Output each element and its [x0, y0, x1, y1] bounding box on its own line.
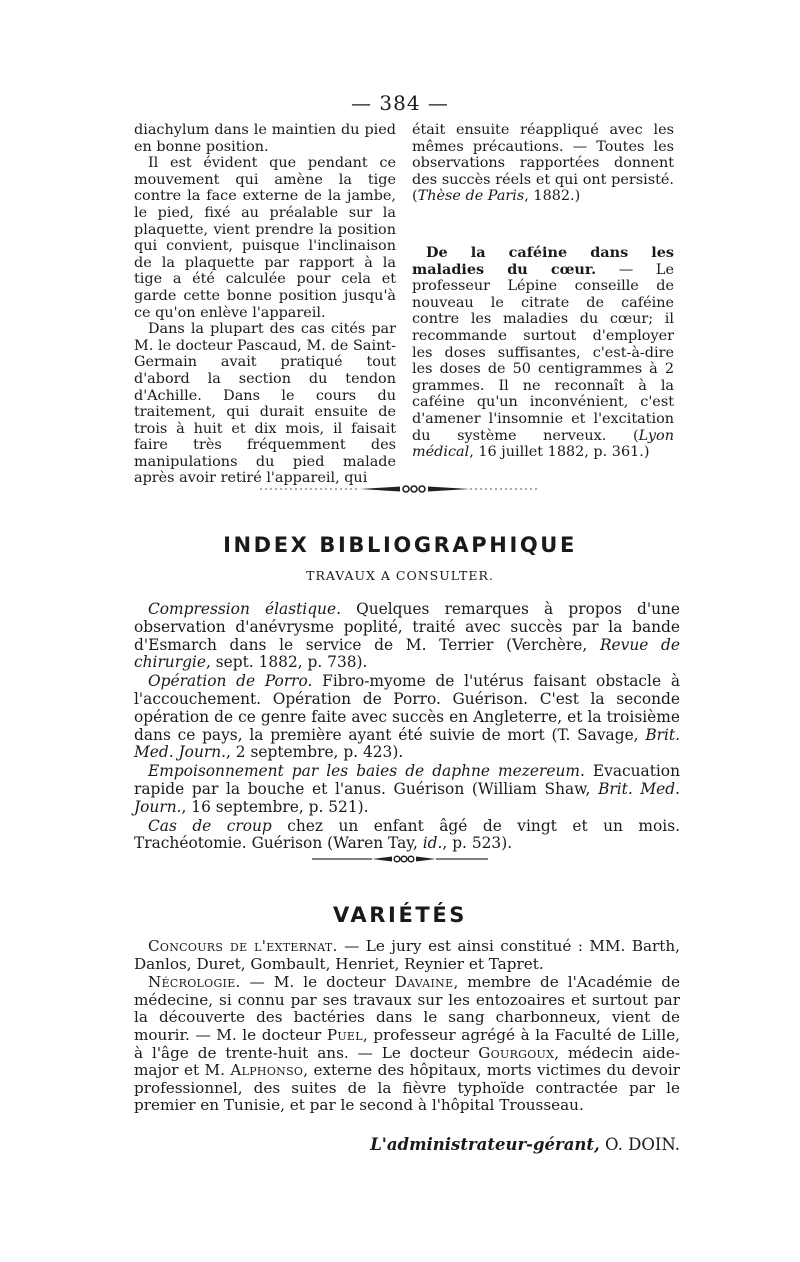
varietes-title: VARIÉTÉS	[332, 903, 467, 927]
necrologie-text-c: , professeur agrégé à la Faculté de Lille, à l'âge de trente-huit ans. — Le docteur	[134, 1025, 681, 1062]
cafeine-article-citation: Lyon médical	[412, 427, 674, 461]
index-title: INDEX BIBLIOGRAPHIQUE	[223, 533, 577, 557]
necrologie-text-d: , médecin aide-major et M.	[134, 1043, 680, 1080]
bib-entry-end: , sept. 1882, p. 738).	[205, 653, 368, 672]
bib-entry	[134, 818, 680, 854]
necrologie-text-a: — M. le docteur	[240, 973, 395, 992]
bib-entry-text: chez un enfant âgé de vingt et un mois. Trachéotomie. Guérison (Waren Tay,	[134, 816, 680, 853]
bib-entry-title: Empoisonnement par les baies de daphne mezereum.	[148, 762, 585, 781]
left-paragraph-2: Il est évident que pendant ce mouvement qui amène la tige contre la face externe de la jambe, le pied, fixé au préalable sur la plaquette, vient prendre la position qui convient, puisque l'inclinaison de la plaquette par rapport à la tige a été calculée pour cela et garde cette bonne position jusqu'à ce qu'on enlève l'appareil.	[134, 155, 396, 321]
signature-name: O. DOIN.	[599, 1135, 680, 1154]
right-paragraph-1-text: était ensuite réappliqué avec les mêmes précautions. — Toutes les observations rapportées donnent des succès réels et qui ont persisté. (	[412, 122, 674, 205]
bib-entry-journal: Brit. Med. Journ.	[134, 779, 680, 816]
varietes-necrologie	[134, 974, 680, 1115]
necrologie-name-gourgoux: Gourgoux	[478, 1043, 555, 1062]
necrologie-name-davaine: Davaine	[394, 973, 454, 992]
concours-text: — Le jury est ainsi constitué : MM. Barth, Danlos, Duret, Gombault, Henriet, Reynier et Tapret.	[134, 937, 681, 973]
ornament-divider-middle	[308, 852, 492, 866]
varietes-concours	[134, 938, 680, 973]
necrologie-text-e: , externe des hôpitaux, morts victimes du devoir professionnel, des suites de la fièvre typhoïde contractée par le premier en Tunisie, et par le second à l'hôpital Trousseau.	[134, 1061, 680, 1115]
bib-entry-end: , p. 523).	[442, 834, 513, 853]
signature-role: L'administrateur-gérant,	[370, 1135, 600, 1154]
concours-label: Concours de l'externat.	[148, 937, 338, 955]
cafeine-article-title: De la caféine dans les maladies du cœur.	[412, 243, 674, 278]
bib-entry-text: Evacuation rapide par la bouche et l'anus. Guérison (William Shaw,	[134, 762, 680, 798]
cafeine-article-end: , 16 juillet 1882, p. 361.)	[469, 444, 650, 461]
varietes-section	[134, 938, 680, 1116]
right-paragraph-1-end: , 1882.)	[524, 188, 581, 205]
bib-entry-journal: Brit. Med. Journ.	[134, 725, 680, 762]
two-column-section	[134, 122, 680, 487]
bib-entry-end: , 16 septembre, p. 521).	[181, 797, 369, 816]
cafeine-article-text: — Le professeur Lépine conseille de nouveau le citrate de caféine contre les maladies du cœur; il recommande surtout d'employer les doses suffisantes, c'est-à-dire les doses de 50 centigrammes à 2 grammes. Il ne reconnaît à la caféine qu'un inconvénient, c'est d'amener l'insomnie et l'excitation du système nerveux. (	[412, 261, 674, 444]
necrologie-text-b: , membre de l'Académie de médecine, si connu par ses travaux sur les entozoaires et surtout par la découverte des bactéries dans le sang charbonneux, vient de mourir. — M. le docteur	[134, 973, 680, 1044]
signature	[134, 1134, 680, 1156]
bib-entry-journal: id.	[422, 834, 443, 853]
cafeine-article	[412, 245, 674, 461]
bib-entry-title: Cas de croup	[148, 816, 272, 835]
bib-entry-title: Compression élastique.	[148, 600, 341, 618]
right-column	[412, 122, 674, 461]
necrologie-name-alphonso: Alphonso	[230, 1061, 304, 1080]
ornament-divider-top	[250, 482, 550, 496]
index-subtitle: TRAVAUX A CONSULTER.	[306, 568, 494, 583]
bib-entry-text: Quelques remarques à propos d'une observation d'anévrysme poplité, traité avec succès par la bande d'Esmarch dans le service de M. Terrier (Verchère,	[134, 600, 681, 654]
left-column	[134, 122, 396, 487]
bib-entry-title: Opération de Porro.	[148, 672, 313, 691]
bib-entry	[134, 763, 680, 816]
right-paragraph-1	[412, 122, 674, 205]
right-paragraph-1-citation: Thèse de Paris	[417, 188, 525, 205]
bib-entry-end: , 2 septembre, p. 423).	[226, 743, 404, 762]
bib-entry	[134, 601, 680, 672]
bib-entry-text: Fibro-myome de l'utérus faisant obstacle à l'accouchement. Opération de Porro. Guérison. C'est la seconde opération de ce genre faite avec succès en Angleterre, et la troisième dans ce pays, la première ayant été suivie de mort (T. Savage,	[134, 672, 680, 744]
left-paragraph-1: diachylum dans le maintien du pied en bonne position.	[134, 122, 396, 155]
necrologie-name-puel: Puel	[326, 1025, 363, 1044]
left-paragraph-3: Dans la plupart des cas cités par M. le docteur Pascaud, M. de Saint-Germain avait pratiqué tout d'abord la section du tendon d'Achille. Dans le cours du traitement, qui durait ensuite de trois à huit et dix mois, il faisait faire très fréquemment des manipulations du pied malade après avoir retiré l'appareil, qui	[134, 321, 396, 487]
bib-entry	[134, 673, 680, 762]
necrologie-label: Nécrologie.	[148, 973, 241, 992]
page-number: — 384 —	[351, 91, 449, 115]
bibliography-list	[134, 601, 680, 854]
bib-entry-journal: Revue de chirurgie	[134, 635, 681, 672]
